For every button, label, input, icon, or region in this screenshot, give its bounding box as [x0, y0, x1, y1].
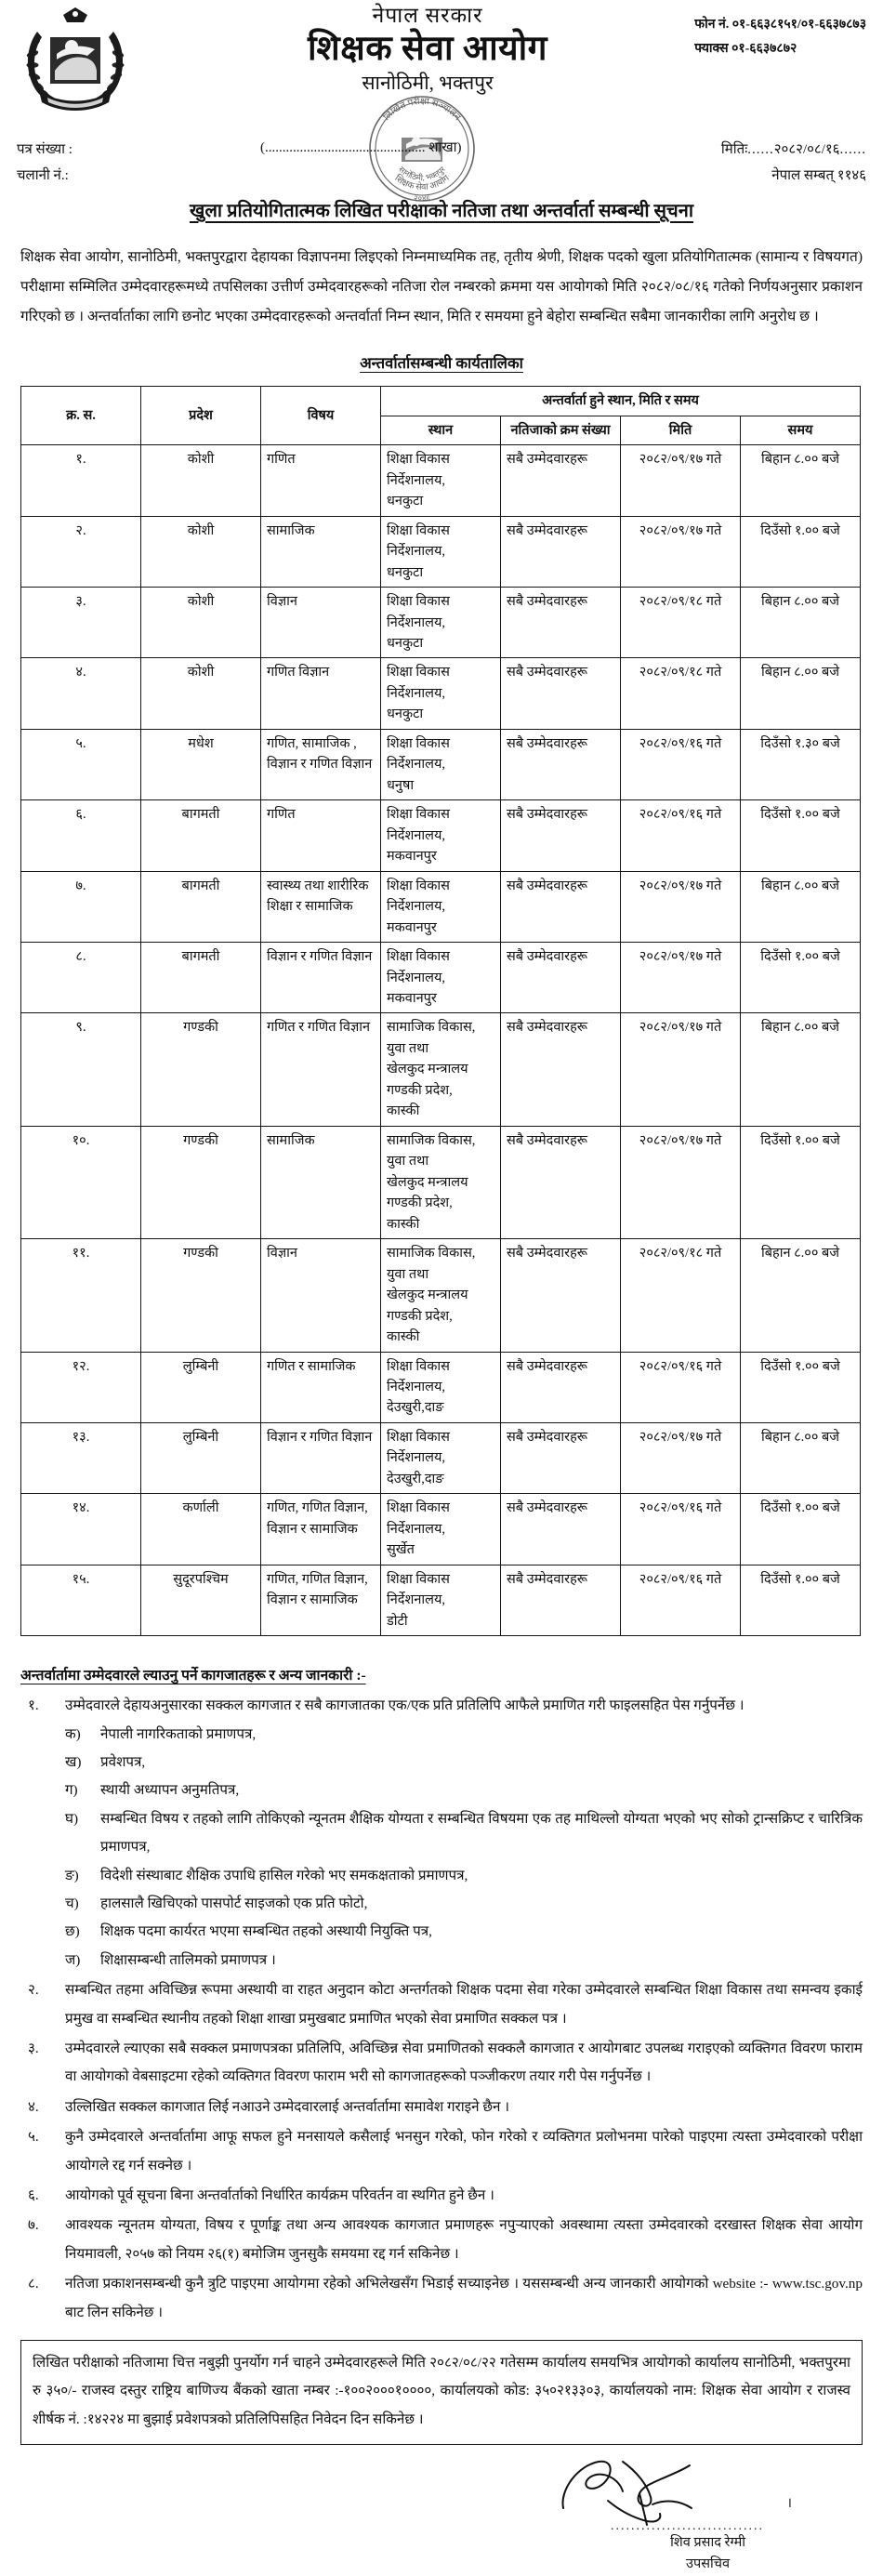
cell-subject: गणित, सामाजिक , विज्ञान र गणित विज्ञान — [261, 729, 381, 799]
cell-place — [381, 1352, 501, 1422]
cell-subject: गणित, गणित विज्ञान, विज्ञान र सामाजिक — [261, 1565, 381, 1635]
cell-place — [381, 871, 501, 942]
notes-list — [20, 1692, 863, 2327]
cell-place — [381, 1239, 501, 1352]
cell-province: मधेश — [141, 729, 261, 799]
svg-text:सानोठिमी, भक्तपुर: सानोठिमी, भक्तपुर — [397, 164, 447, 183]
note-subtext: नेपाली नागरिकताको प्रमाणपत्र, — [100, 1725, 257, 1742]
cell-place — [381, 1126, 501, 1238]
cell-roll-range: सबै उम्मेदवारहरू — [501, 588, 621, 658]
table-row — [21, 871, 861, 942]
cell-province: बागमती — [141, 871, 261, 942]
table-row — [21, 1352, 861, 1422]
cell-serial: १५. — [21, 1565, 141, 1635]
note-text: आयोगको पूर्व सूचना बिना अन्तर्वार्ताको निर्धारित कार्यक्रम परिवर्तन वा स्थगित हुने छैन । — [65, 2187, 494, 2204]
place-line: सामाजिक विकास, युवा तथा — [387, 1246, 476, 1282]
note-item — [20, 2123, 863, 2180]
cell-serial: ९. — [21, 1013, 141, 1126]
place-line: मकवानपुर — [387, 919, 437, 935]
cell-roll-range: सबै उम्मेदवारहरू — [501, 1565, 621, 1635]
cell-time: बिहान ८.०० बजे — [741, 1422, 861, 1493]
note-text: नतिजा प्रकाशनसम्बन्धी कुनै त्रुटि पाइएमा आयोगमा रहेको अभिलेखसँग भिडाई सच्याइनेछ । यससम्बन्धी अन्य जानकारी आयोगको website :- www.tsc.gov.np बाट लिन सकिनेछ । — [65, 2276, 863, 2320]
cell-serial: १४. — [21, 1494, 141, 1565]
cell-subject: विज्ञान र गणित विज्ञान — [261, 1422, 381, 1493]
cell-serial: ५. — [21, 729, 141, 799]
place-line: कास्की — [387, 1216, 420, 1232]
interview-schedule-table — [20, 386, 861, 1636]
table-body — [21, 445, 861, 1636]
note-text: उल्लिखित सक्कल कागजात लिई नआउने उम्मेदवारलाई अन्तर्वार्तामा समावेश गराइने छैन । — [65, 2098, 509, 2115]
note-number: ४. — [28, 2098, 39, 2115]
th-roll: नतिजाको क्रम संख्या — [501, 416, 621, 444]
signatory-block — [670, 2532, 745, 2575]
place-line: कास्की — [387, 1329, 420, 1345]
cell-roll-range: सबै उम्मेदवारहरू — [501, 943, 621, 1013]
cell-date: २०८२/०९/१७ गते — [621, 445, 741, 516]
th-subject: विषय — [261, 387, 381, 445]
place-line: धनकुटा — [387, 707, 424, 722]
date-value: २०८२/०८/१६ — [773, 142, 840, 157]
cell-subject: गणित विज्ञान — [261, 658, 381, 729]
cell-province: गण्डकी — [141, 1239, 261, 1352]
cell-subject: गणित र सामाजिक — [261, 1352, 381, 1422]
place-line: देउखुरी,दाङ — [387, 1400, 444, 1416]
letter-date-line — [721, 138, 866, 164]
cell-province: कर्णाली — [141, 1494, 261, 1565]
notes-title: अन्तर्वार्तामा उम्मेदवारले ल्याउनु पर्ने कागजातहरू र अन्य जानकारी :- — [20, 1668, 366, 1684]
cell-date: २०८२/०९/१६ गते — [621, 729, 741, 799]
intro-paragraph: शिक्षक सेवा आयोग, सानोठिमी, भक्तपुरद्वारा देहायका विज्ञापनमा लिइएको निम्नमाध्यमिक तह, तृतीय श्रेणी, शिक्षक पदको खुला प्रतियोगितात्मक (सामान्य र विषयगत) परीक्षामा सम्मिलित उम्मेदवारहरूमध्ये तपसिलका उत्तीर्ण उम्मेदवारहरूको नतिजा रोल नम्बरको क्रममा यस आयोगको मिति २०८२/०८/१६ गतेको निर्णयअनुसार प्रकाशन गरिएको छ । अन्तर्वार्ताका लागि छनोट भएका उम्मेदवारहरूको अन्तर्वार्ता निम्न स्थान, मिति र समयमा हुने बेहोरा सम्बन्धित सबैमा जानकारीका लागि अनुरोध छ । — [20, 249, 863, 324]
svg-text:शिक्षक सेवा आयोग: शिक्षक सेवा आयोग — [392, 174, 452, 193]
svg-text:लिखित परीक्षा सञ्चालन: लिखित परीक्षा सञ्चालन — [381, 96, 463, 123]
cell-serial: २. — [21, 516, 141, 587]
cell-roll-range: सबै उम्मेदवारहरू — [501, 871, 621, 942]
cell-place — [381, 658, 501, 729]
cell-date: २०८२/०९/१६ गते — [621, 800, 741, 871]
th-province: प्रदेश — [141, 387, 261, 445]
cell-place — [381, 1422, 501, 1493]
cell-roll-range: सबै उम्मेदवारहरू — [501, 729, 621, 799]
note-subtext: प्रवेशपत्र, — [100, 1753, 146, 1770]
cell-province: बागमती — [141, 800, 261, 871]
note-number: ५. — [28, 2129, 39, 2146]
nepal-sambat-line: नेपाल सम्बत् ११४६ — [771, 167, 866, 183]
cell-province: कोशी — [141, 658, 261, 729]
organization-block — [232, 4, 623, 94]
table-row — [21, 729, 861, 799]
contact-block — [694, 13, 866, 61]
cell-time: बिहान ८.०० बजे — [741, 1239, 861, 1352]
place-line: शिक्षा विकास निर्देशनालय, — [387, 735, 450, 773]
place-line: शिक्षा विकास निर्देशनालय, — [387, 522, 450, 560]
revaluation-notice-box: लिखित परीक्षाको नतिजामा चित्त नबुझी पुनर्योग गर्न चाहने उम्मेदवारहरूले मिति २०८२/०८/२२ गतेसम्म कार्यालय समयभित्र आयोगको कार्यालय सानोठिमी, भक्तपुरमा रु ३५०/- राजस्व दस्तुर राष्ट्रिय बाणिज्य बैंकको खाता नम्बर :-१००२०००१००००, कार्यालयको कोड: ३५०२१३३०३, कार्यालयको नाम: शिक्षक सेवा आयोग र राजस्व शीर्षक नं. :१४२२४ मा बुझाई प्रवेशपत्रको प्रतिलिपिसहित निवेदन दिन सकिनेछ । — [20, 2340, 863, 2445]
note-subitem — [65, 1918, 863, 1946]
table-row — [21, 1565, 861, 1635]
cell-place — [381, 729, 501, 799]
note-number: ८. — [28, 2276, 39, 2292]
place-line: शिक्षा विकास निर्देशनालय, — [387, 1500, 450, 1537]
cell-date: २०८२/०९/१८ गते — [621, 658, 741, 729]
cell-roll-range: सबै उम्मेदवारहरू — [501, 1422, 621, 1493]
note-subtext: स्थायी अध्यापन अनुमतिपत्र, — [100, 1782, 240, 1799]
note-sublabel: ख) — [65, 1753, 82, 1770]
date-label: मितिः — [720, 142, 748, 157]
note-number: ३. — [28, 2041, 39, 2057]
note-item — [20, 1692, 863, 1975]
cell-date: २०८२/०९/१७ गते — [621, 871, 741, 942]
table-row — [21, 1494, 861, 1565]
table-row — [21, 1239, 861, 1352]
note-subtext: हालसालै खिचिएको पासपोर्ट साइजको एक प्रति फोटो, — [100, 1895, 368, 1911]
cell-province: सुदूरपश्चिम — [141, 1565, 261, 1635]
table-row — [21, 800, 861, 871]
note-sublist — [65, 1721, 863, 1975]
signatory-designation: उपसचिव — [686, 2556, 731, 2572]
note-number: २. — [28, 1982, 39, 1999]
place-line: शिक्षा विकास निर्देशनालय, — [387, 807, 450, 843]
cell-place — [381, 588, 501, 658]
place-line: शिक्षा विकास निर्देशनालय, — [387, 1429, 450, 1466]
cell-time: दिउँसो १.०० बजे — [741, 1126, 861, 1238]
table-header-row-1 — [21, 387, 861, 416]
cell-place — [381, 516, 501, 587]
table-row — [21, 588, 861, 658]
note-item — [20, 2270, 863, 2327]
cell-province: लुम्बिनी — [141, 1422, 261, 1493]
cell-time: बिहान ८.०० बजे — [741, 871, 861, 942]
note-subitem — [65, 1862, 863, 1890]
cell-place — [381, 800, 501, 871]
signatory-name: शिव प्रसाद रेग्मी — [670, 2535, 745, 2551]
government-line: नेपाल सरकार — [372, 4, 483, 27]
cell-date: २०८२/०९/१८ गते — [621, 1239, 741, 1352]
cell-serial: ६. — [21, 800, 141, 871]
cell-subject: गणित — [261, 445, 381, 516]
cell-time: दिउँसो १.०० बजे — [741, 943, 861, 1013]
note-sublabel: च) — [65, 1895, 79, 1911]
cell-date: २०८२/०९/१७ गते — [621, 1126, 741, 1238]
note-text: सम्बन्धित तहमा अविच्छिन्न रूपमा अस्थायी वा राहत अनुदान कोटा अन्तर्गतको शिक्षक पदमा सेवा गरेका उम्मेदवारले सम्बन्धित शिक्षा विकास तथा समन्वय इकाई प्रमुख वा सम्बन्धित स्थानीय तहको शिक्षा शाखा प्रमुखबाट प्रमाणित भएको सेवा प्रमाणित सक्कल पत्र । — [65, 1982, 863, 2027]
place-line: कास्की — [387, 1103, 420, 1119]
signature-dotted-line: .............................. — [611, 2519, 764, 2534]
letter-meta-left — [17, 138, 72, 190]
note-subitem — [65, 1777, 863, 1804]
table-row — [21, 1013, 861, 1126]
cell-date: २०८२/०९/१६ गते — [621, 1565, 741, 1635]
cell-serial: १२. — [21, 1352, 141, 1422]
cell-date: २०८२/०९/१८ गते — [621, 588, 741, 658]
note-subtext: सम्बन्धित विषय र तहको लागि तोकिएको न्यूनतम शैक्षिक योग्यता र सम्बन्धित विषयमा एक तह माथिल्लो योग्यता भएको भए सोको ट्रान्सक्रिप्ट र चारित्रिक प्रमाणपत्र, — [100, 1810, 863, 1856]
cell-date: २०८२/०९/१६ गते — [621, 1352, 741, 1422]
cell-date: २०८२/०९/१७ गते — [621, 943, 741, 1013]
cell-time: दिउँसो १.०० बजे — [741, 800, 861, 871]
place-line: खेलकुद मन्त्रालय गण्डकी प्रदेश, — [387, 1174, 468, 1211]
cell-serial: १०. — [21, 1126, 141, 1238]
place-line: सामाजिक विकास, युवा तथा — [387, 1020, 476, 1056]
table-row — [21, 516, 861, 587]
letterhead — [0, 0, 883, 203]
place-line: धनुषा — [387, 777, 415, 793]
cell-place — [381, 1494, 501, 1565]
place-line: धनकुटा — [387, 494, 424, 509]
cell-date: २०८२/०९/१६ गते — [621, 1494, 741, 1565]
cell-roll-range: सबै उम्मेदवारहरू — [501, 1352, 621, 1422]
cell-time: दिउँसो १.३० बजे — [741, 729, 861, 799]
cell-province: लुम्बिनी — [141, 1352, 261, 1422]
cell-province: गण्डकी — [141, 1013, 261, 1126]
cell-place — [381, 943, 501, 1013]
table-head — [21, 387, 861, 445]
fax-line: फ्याक्स ०१-६६३७८७२ — [694, 41, 797, 56]
note-text: उम्मेदवारले ल्याएका सबै सक्कल प्रमाणपत्रका प्रतिलिपि, अविच्छिन्न सेवा प्रमाणितको सक्कलै कागजात र आयोगबाट उपलब्ध गराइएको व्यक्तिगत विवरण फाराम वा आयोगको वेबसाइटमा रहेको व्यक्तिगत विवरण फाराम भरी सो कागजातहरूको पञ्जीकरण तयार गरी पेस गर्नुपर्नेछ । — [65, 2041, 863, 2085]
cell-date: २०८२/०९/१७ गते — [621, 516, 741, 587]
cell-time: बिहान ८.०० बजे — [741, 1013, 861, 1126]
place-line: शिक्षा विकास निर्देशनालय, — [387, 665, 450, 701]
svg-text:२०४६: २०४६ — [414, 193, 430, 203]
cell-province: कोशी — [141, 588, 261, 658]
note-subtext: शिक्षक पदमा कार्यरत भएमा सम्बन्धित तहको अस्थायी नियुक्ति पत्र, — [100, 1923, 432, 1940]
table-row — [21, 1422, 861, 1493]
place-line: सामाजिक विकास, युवा तथा — [387, 1132, 476, 1169]
signature-area — [0, 2451, 883, 2572]
note-sublabel: क) — [65, 1725, 81, 1742]
place-line: शिक्षा विकास निर्देशनालय, — [387, 1358, 450, 1394]
table-row — [21, 445, 861, 516]
place-line: खेलकुद मन्त्रालय गण्डकी प्रदेश, — [387, 1288, 468, 1324]
date-dots-left: ...... — [747, 142, 774, 157]
place-line: सुर्खेत — [387, 1542, 415, 1558]
note-item — [20, 1976, 863, 2033]
table-row — [21, 658, 861, 729]
place-line: डोटी — [387, 1613, 408, 1629]
note-sublabel: ग) — [65, 1782, 78, 1799]
note-number: ६. — [28, 2187, 39, 2204]
note-item — [20, 2035, 863, 2092]
cell-date: २०८२/०९/१७ गते — [621, 1013, 741, 1126]
cell-province: कोशी — [141, 445, 261, 516]
cell-province: बागमती — [141, 943, 261, 1013]
cell-place — [381, 1565, 501, 1635]
cell-subject: गणित — [261, 800, 381, 871]
cell-roll-range: सबै उम्मेदवारहरू — [501, 1239, 621, 1352]
date-dots-right: ...... — [839, 142, 866, 157]
cell-subject: सामाजिक — [261, 516, 381, 587]
place-line: धनकुटा — [387, 564, 424, 580]
note-text: कुनै उम्मेदवारले अन्तर्वार्तामा आफू सफल हुने मनसायले कसैलाई भनसुन गरेको, फोन गरेको र व्यक्तिगत प्रलोभनमा पारेको पाइएमा त्यस्ता उम्मेदवारको परीक्षा आयोगले रद्द गर्न सक्नेछ । — [65, 2129, 863, 2173]
note-subitem — [65, 1890, 863, 1918]
note-subitem — [65, 1721, 863, 1749]
cell-province: कोशी — [141, 516, 261, 587]
place-line: शिक्षा विकास निर्देशनालय, — [387, 949, 450, 985]
note-subitem — [65, 1947, 863, 1975]
place-line: खेलकुद मन्त्रालय गण्डकी प्रदेश, — [387, 1062, 468, 1098]
table-caption: अन्तर्वार्तासम्बन्धी कार्यतालिका — [360, 354, 523, 373]
cell-subject: गणित, गणित विज्ञान, विज्ञान र सामाजिक — [261, 1494, 381, 1565]
th-serial: क्र. स. — [21, 387, 141, 445]
th-date: मिति — [621, 416, 741, 444]
note-number: १. — [28, 1698, 39, 1714]
place-line: शिक्षा विकास निर्देशनालय, — [387, 452, 450, 488]
phone-line: फोन नं. ०१-६६३८१५१/०१-६६३७८७३ — [694, 18, 866, 32]
cell-time: बिहान ८.०० बजे — [741, 445, 861, 516]
cell-roll-range: सबै उम्मेदवारहरू — [501, 658, 621, 729]
note-text: आवश्यक न्यूनतम योग्यता, विषय र पूर्णाङ्क तथा अन्य आवश्यक कागजात प्रमाणहरू नपुऱ्याएको अवस्थामा त्यस्ता उम्मेदवारको दरखास्त शिक्षक सेवा आयोग नियमावली, २०५७ को नियम २६(१) बमोजिम जुनसुकै समयमा रद्द गर्न सकिनेछ । — [65, 2217, 863, 2262]
branch-line: (.............................................. शाखा) — [260, 140, 462, 155]
cell-roll-range: सबै उम्मेदवारहरू — [501, 516, 621, 587]
table-row — [21, 943, 861, 1013]
cell-subject: सामाजिक — [261, 1126, 381, 1238]
th-time: समय — [741, 416, 861, 444]
place-line: मकवानपुर — [387, 849, 437, 865]
th-place: स्थान — [381, 416, 501, 444]
cell-roll-range: सबै उम्मेदवारहरू — [501, 1126, 621, 1238]
cell-subject: गणित र गणित विज्ञान — [261, 1013, 381, 1126]
nepal-government-emblem-icon — [17, 6, 134, 117]
ink-tick-mark-icon: । — [786, 2496, 792, 2512]
letter-number-label: पत्र संख्या : — [17, 142, 72, 157]
place-line: शिक्षा विकास निर्देशनालय, — [387, 1571, 450, 1608]
cell-roll-range: सबै उम्मेदवारहरू — [501, 1494, 621, 1565]
note-item — [20, 2212, 863, 2268]
cell-serial: ७. — [21, 871, 141, 942]
cell-time: दिउँसो १.०० बजे — [741, 1352, 861, 1422]
note-sublabel: घ) — [65, 1810, 79, 1827]
place-line: धनकुटा — [387, 635, 424, 651]
cell-serial: ११. — [21, 1239, 141, 1352]
note-item — [20, 2094, 863, 2121]
cell-time: बिहान ८.०० बजे — [741, 658, 861, 729]
cell-subject: विज्ञान — [261, 588, 381, 658]
cell-subject: स्वास्थ्य तथा शारीरिक शिक्षा र सामाजिक — [261, 871, 381, 942]
note-sublabel: ङ) — [65, 1867, 79, 1883]
cell-roll-range: सबै उम्मेदवारहरू — [501, 1013, 621, 1126]
cell-roll-range: सबै उम्मेदवारहरू — [501, 800, 621, 871]
cell-serial: ४. — [21, 658, 141, 729]
cell-roll-range: सबै उम्मेदवारहरू — [501, 445, 621, 516]
cell-place — [381, 445, 501, 516]
note-sublabel: छ) — [65, 1923, 80, 1940]
document-title: खुला प्रतियोगितात्मक लिखित परीक्षाको नतिजा तथा अन्तर्वार्ता सम्बन्धी सूचना — [190, 201, 693, 221]
cell-date: २०८२/०९/१७ गते — [621, 1422, 741, 1493]
cell-serial: ३. — [21, 588, 141, 658]
cell-province: गण्डकी — [141, 1126, 261, 1238]
organization-address: सानोठिमी, भक्तपुर — [362, 71, 494, 94]
note-subtext: शिक्षासम्बन्धी तालिमको प्रमाणपत्र । — [100, 1951, 276, 1968]
cell-serial: ८. — [21, 943, 141, 1013]
cell-subject: विज्ञान — [261, 1239, 381, 1352]
cell-time: दिउँसो १.०० बजे — [741, 1565, 861, 1635]
table-row — [21, 1126, 861, 1238]
place-line: देउखुरी,दाङ — [387, 1471, 444, 1486]
cell-serial: १. — [21, 445, 141, 516]
letter-meta-right — [721, 138, 866, 190]
cell-serial: १३. — [21, 1422, 141, 1493]
dispatch-number-label: चलानी नं.: — [17, 167, 69, 183]
th-group-venue-date-time: अन्तर्वार्ता हुने स्थान, मिति र समय — [381, 387, 861, 416]
cell-time: बिहान ८.०० बजे — [741, 588, 861, 658]
place-line: शिक्षा विकास निर्देशनालय, — [387, 878, 450, 915]
cell-time: दिउँसो १.०० बजे — [741, 1494, 861, 1565]
cell-place — [381, 1013, 501, 1126]
note-subitem — [65, 1805, 863, 1862]
note-item — [20, 2182, 863, 2210]
cell-time: दिउँसो १.०० बजे — [741, 516, 861, 587]
place-line: शिक्षा विकास निर्देशनालय, — [387, 594, 450, 630]
place-line: मकवानपुर — [387, 991, 437, 1007]
note-number: ७. — [28, 2217, 39, 2234]
note-text: उम्मेदवारले देहायअनुसारका सक्कल कागजात र सबै कागजातका एक/एक प्रति प्रतिलिपि आफैले प्रमाणित गरी फाइलसहित पेस गर्नुपर्नेछ । — [65, 1698, 745, 1714]
organization-name: शिक्षक सेवा आयोग — [307, 30, 548, 69]
note-subitem — [65, 1749, 863, 1777]
cell-subject: विज्ञान र गणित विज्ञान — [261, 943, 381, 1013]
note-sublabel: ज) — [65, 1951, 81, 1968]
letter-meta-row — [0, 138, 883, 193]
note-subtext: विदेशी संस्थाबाट शैक्षिक उपाधि हासिल गरेको भए समकक्षताको प्रमाणपत्र, — [100, 1867, 468, 1883]
